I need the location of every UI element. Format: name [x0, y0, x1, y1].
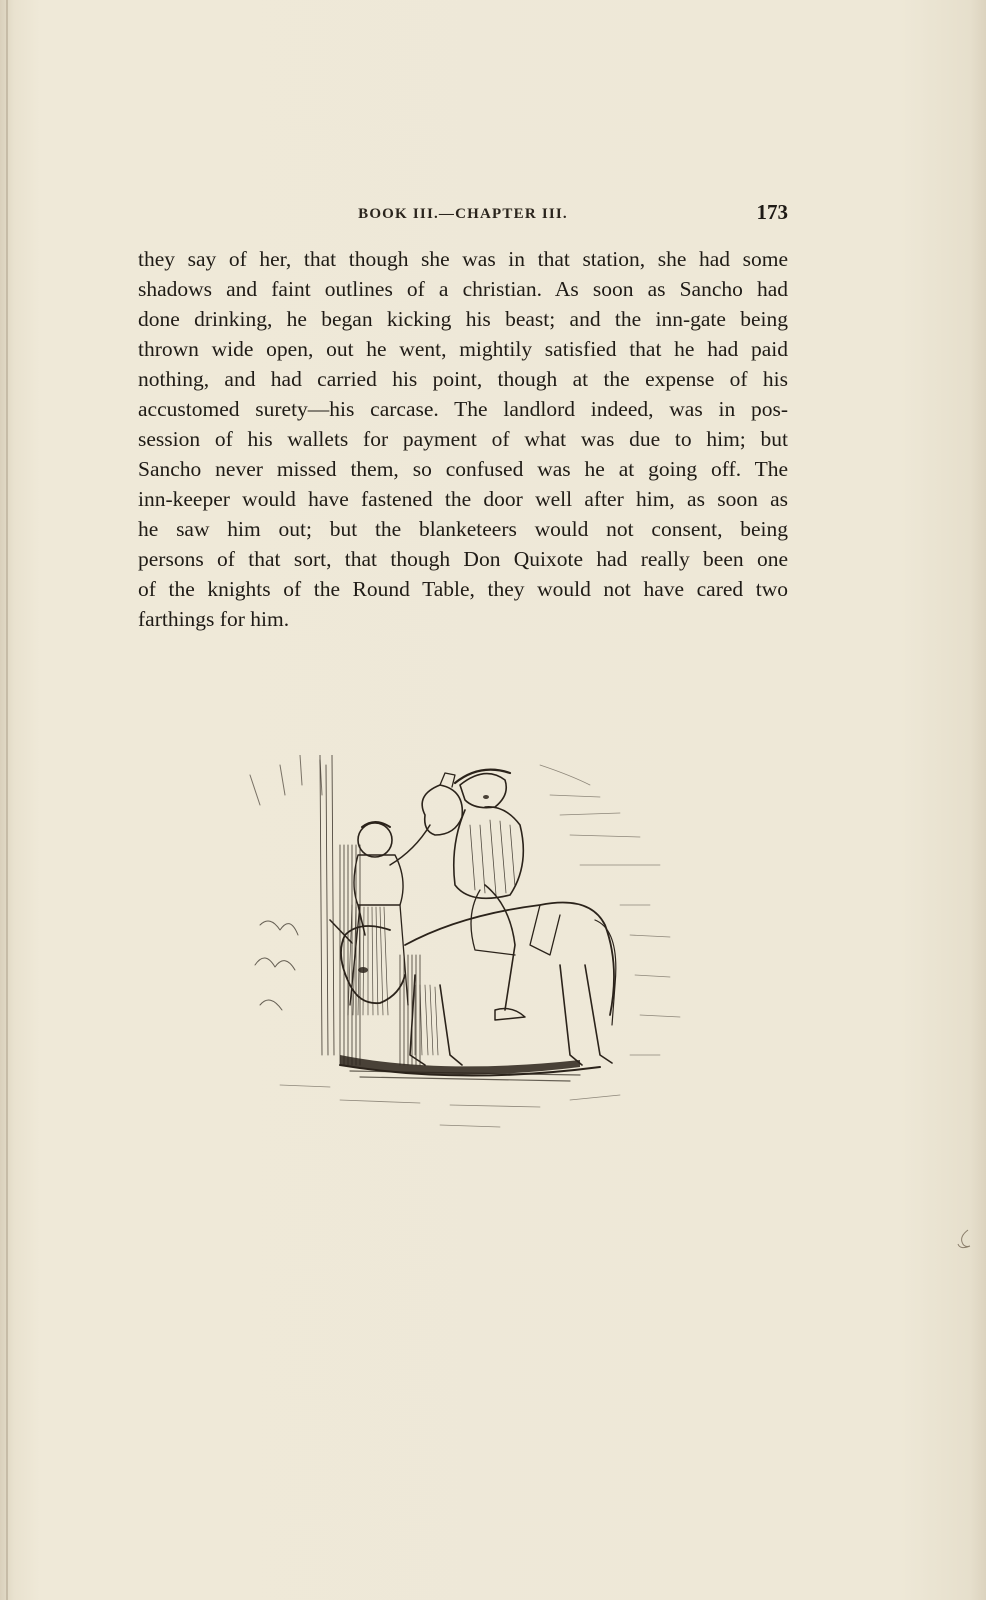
text-line: he saw him out; but the blanketeers would not consent, being — [138, 517, 788, 541]
text-line: session of his wallets for payment of what was due to him; but — [138, 427, 788, 451]
text-line: thrown wide open, out he went, mightily satisfied that he had paid — [138, 337, 788, 361]
engraving-svg — [240, 755, 690, 1155]
page-number: 173 — [756, 200, 788, 224]
running-head — [138, 200, 788, 230]
text-line: of the knights of the Round Table, they would not have cared two — [138, 577, 788, 601]
text-line: farthings for him. — [138, 607, 290, 631]
engraving-illustration — [240, 755, 690, 1155]
text-line: accustomed surety—his carcase. The landlord indeed, was in pos- — [138, 397, 788, 421]
body-paragraph — [138, 244, 788, 634]
page-spine-edge — [6, 0, 8, 1600]
margin-flourish — [956, 1228, 974, 1252]
text-line: nothing, and had carried his point, though at the expense of his — [138, 367, 788, 391]
text-line: inn-keeper would have fastened the door well after him, as soon as — [138, 487, 788, 511]
text-line: persons of that sort, that though Don Quixote had really been one — [138, 547, 788, 571]
running-title: BOOK III.—CHAPTER III. — [358, 206, 568, 222]
text-line: done drinking, he began kicking his beast; and the inn-gate being — [138, 307, 788, 331]
text-line: shadows and faint outlines of a christian. As soon as Sancho had — [138, 277, 788, 301]
text-line: they say of her, that though she was in that station, she had some — [138, 247, 788, 271]
text-line: Sancho never missed them, so confused was he at going off. The — [138, 457, 788, 481]
